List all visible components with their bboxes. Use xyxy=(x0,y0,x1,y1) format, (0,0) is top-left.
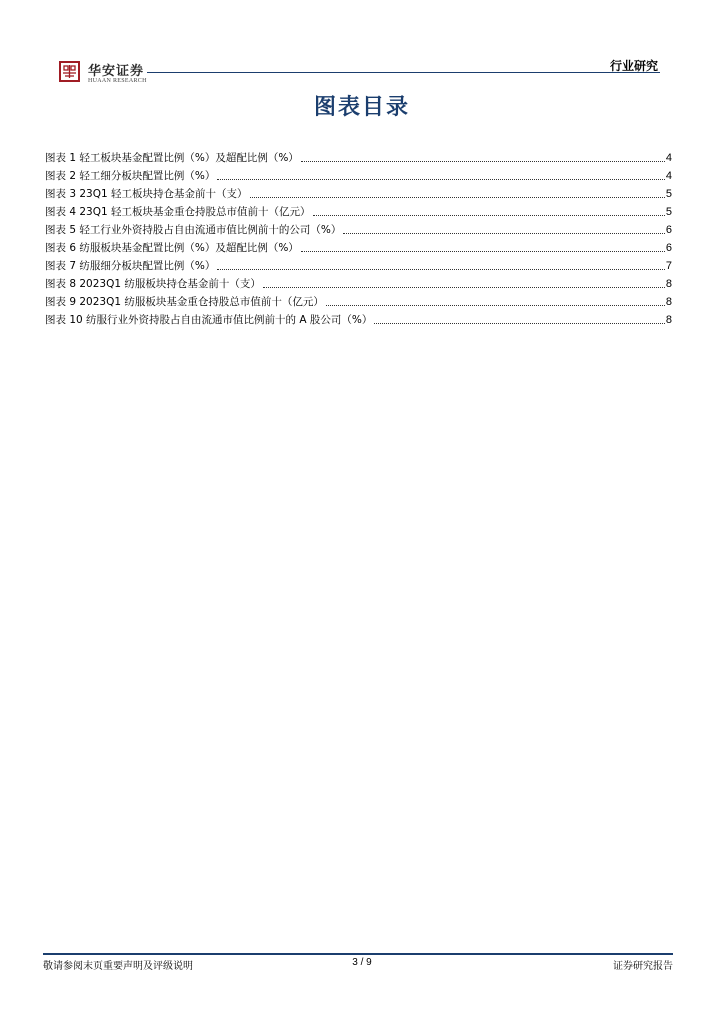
footer-divider xyxy=(43,953,673,955)
toc-entry-page: 7 xyxy=(665,260,672,272)
brand-name-en: HUAAN RESEARCH xyxy=(88,78,147,84)
page-title: 图表目录 xyxy=(313,95,410,120)
toc-leader-dots xyxy=(301,161,665,162)
toc-entry-page: 4 xyxy=(665,170,672,182)
toc-entry-page: 8 xyxy=(665,296,672,308)
toc-leader-dots xyxy=(374,323,665,324)
footer-report-type: 证券研究报告 xyxy=(613,961,673,972)
toc-leader-dots xyxy=(343,233,665,234)
toc-entry[interactable] xyxy=(45,237,672,255)
toc-entry-title: 图表 3 23Q1 轻工板块持仓基金前十（支） xyxy=(45,188,248,200)
toc-entry[interactable] xyxy=(45,147,672,165)
toc-entry[interactable] xyxy=(45,183,672,201)
toc-entry[interactable] xyxy=(45,219,672,237)
toc-entry-page: 5 xyxy=(665,188,672,200)
toc-entry[interactable] xyxy=(45,273,672,291)
toc-entry-title: 图表 4 23Q1 轻工板块基金重仓持股总市值前十（亿元） xyxy=(45,206,311,218)
toc-leader-dots xyxy=(326,305,665,306)
toc-entry[interactable] xyxy=(45,201,672,219)
toc-entry[interactable] xyxy=(45,309,672,327)
toc-entry-title: 图表 9 2023Q1 纺服板块基金重仓持股总市值前十（亿元） xyxy=(45,296,324,308)
toc-entry-title: 图表 5 轻工行业外资持股占自由流通市值比例前十的公司（%） xyxy=(45,224,342,236)
header-divider xyxy=(147,72,660,73)
page-number: 3 / 9 xyxy=(352,957,372,968)
toc-entry-title: 图表 7 纺服细分板块配置比例（%） xyxy=(45,260,216,272)
toc-entry-page: 6 xyxy=(665,224,672,236)
brand-name: 华安证券 xyxy=(88,64,145,79)
toc-leader-dots xyxy=(217,269,665,270)
toc-list xyxy=(45,147,672,327)
toc-leader-dots xyxy=(263,287,665,288)
toc-entry-page: 6 xyxy=(665,242,672,254)
toc-entry-page: 4 xyxy=(665,152,672,164)
toc-entry-title: 图表 1 轻工板块基金配置比例（%）及超配比例（%） xyxy=(45,152,299,164)
toc-entry-page: 8 xyxy=(665,278,672,290)
toc-leader-dots xyxy=(250,197,665,198)
toc-entry-page: 8 xyxy=(665,314,672,326)
toc-entry-title: 图表 2 轻工细分板块配置比例（%） xyxy=(45,170,216,182)
report-category: 行业研究 xyxy=(609,59,658,73)
toc-leader-dots xyxy=(301,251,665,252)
toc-leader-dots xyxy=(313,215,665,216)
toc-entry[interactable] xyxy=(45,255,672,273)
toc-entry-page: 5 xyxy=(665,206,672,218)
footer-disclaimer: 敬请参阅末页重要声明及评级说明 xyxy=(43,961,193,972)
toc-entry[interactable] xyxy=(45,291,672,309)
toc-entry-title: 图表 8 2023Q1 纺服板块持仓基金前十（支） xyxy=(45,278,261,290)
toc-entry[interactable] xyxy=(45,165,672,183)
toc-leader-dots xyxy=(217,179,665,180)
toc-entry-title: 图表 6 纺服板块基金配置比例（%）及超配比例（%） xyxy=(45,242,299,254)
logo-icon xyxy=(59,61,80,82)
toc-entry-title: 图表 10 纺服行业外资持股占自由流通市值比例前十的 A 股公司（%） xyxy=(45,314,373,326)
